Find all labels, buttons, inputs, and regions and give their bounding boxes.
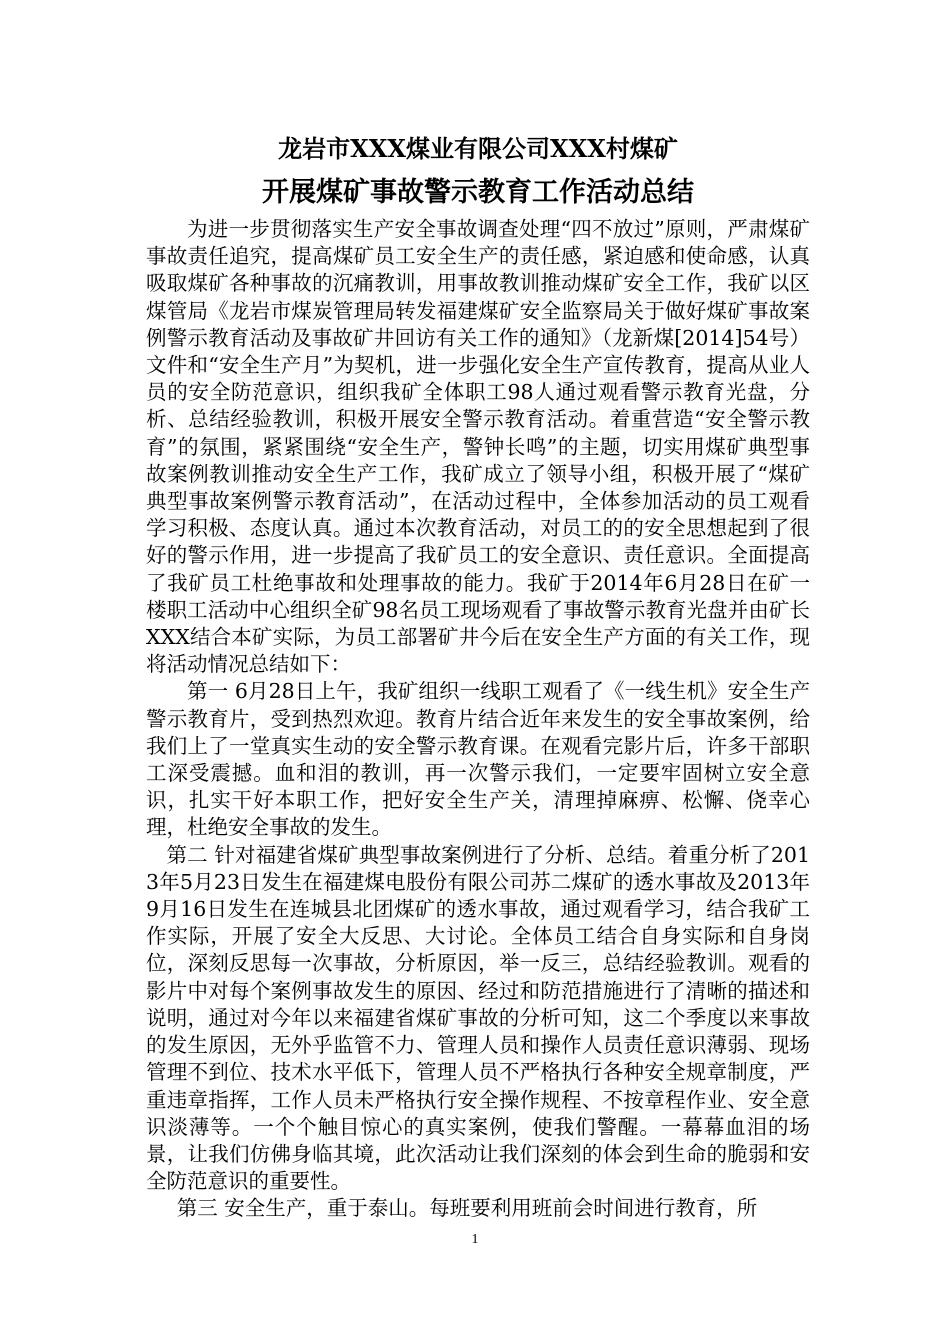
paragraph-second: 第二 针对福建省煤矿典型事故案例进行了分析、总结。着重分析了2013年5月23日发生在福建煤电股份有限公司苏二煤矿的透水事故及2013年9月16日发生在连城县北团煤矿的透水事故，通过观看学习，结合我矿工作实际，开展了安全大反思、大讨论。全体员工结合自身实际和自身岗位，深刻反思每一次事故，分析原因，举一反三，总结经验教训。观看的影片中对每个案例事故发生的原因、经过和防范措施进行了清晰的描述和说明，通过对今年以来福建省煤矿事故的分析可知，这二个季度以来事故的发生原因，无外乎监管不力、管理人员和操作人员责任意识薄弱、现场管理不到位、技术水平低下，管理人员不严格执行各种安全规章制度，严重违章指挥，工作人员未严格执行安全操作规程、不按章程作业、安全意识淡薄等。一个个触目惊心的真实案例，使我们警醒。一幕幕血泪的场景，让我们仿佛身临其境，此次活动让我们深刻的体会到生命的脆弱和安全防范意识的重要性。 bbox=[146, 842, 810, 1194]
page-number: 1 bbox=[471, 1232, 479, 1247]
paragraph-third: 第三 安全生产，重于泰山。每班要利用班前会时间进行教育，所 bbox=[176, 1196, 758, 1221]
document-title-line1: 龙岩市XXX煤业有限公司XXX村煤矿 bbox=[278, 134, 678, 163]
paragraph-intro: 为进一步贯彻落实生产安全事故调查处理“四不放过”原则，严肃煤矿事故责任追究，提高煤矿员工安全生产的责任感，紧迫感和使命感，认真吸取煤矿各种事故的沉痛教训，用事故教训推动煤矿安全工作，我矿以区煤管局《龙岩市煤炭管理局转发福建煤矿安全监察局关于做好煤矿事故案例警示教育活动及事故矿井回访有关工作的通知》（龙新煤[2014]54号）文件和“安全生产月”为契机，进一步强化安全生产宣传教育，提高从业人员的安全防范意识，组织我矿全体职工98人通过观看警示教育光盘，分析、总结经验教训，积极开展安全警示教育活动。着重营造“安全警示教育”的氛围，紧紧围绕“安全生产，警钟长鸣”的主题，切实用煤矿典型事故案例教训推动安全生产工作，我矿成立了领导小组，积极开展了“煤矿典型事故案例警示教育活动”，在活动过程中，全体参加活动的员工观看学习积极、态度认真。通过本次教育活动，对员工的的安全思想起到了很好的警示作用，进一步提高了我矿员工的安全意识、责任意识。全面提高了我矿员工杜绝事故和处理事故的能力。我矿于2014年6月28日在矿一楼职工活动中心组织全矿98名员工现场观看了事故警示教育光盘并由矿长XXX结合本矿实际，为员工部署矿井今后在安全生产方面的有关工作，现将活动情况总结如下： bbox=[146, 217, 810, 677]
document-body bbox=[146, 130, 810, 1223]
document-title-line2: 开展煤矿事故警示教育工作活动总结 bbox=[262, 177, 694, 208]
paragraph-first: 第一 6月28日上午，我矿组织一线职工观看了《一线生机》安全生产警示教育片，受到热烈欢迎。教育片结合近年来发生的安全事故案例，给我们上了一堂真实生动的安全警示教育课。在观看完影片后，许多干部职工深受震撼。血和泪的教训，再一次警示我们，一定要牢固树立安全意识，扎实干好本职工作，把好安全生产关，清理掉麻痹、松懈、侥幸心理，杜绝安全事故的发生。 bbox=[146, 679, 810, 840]
